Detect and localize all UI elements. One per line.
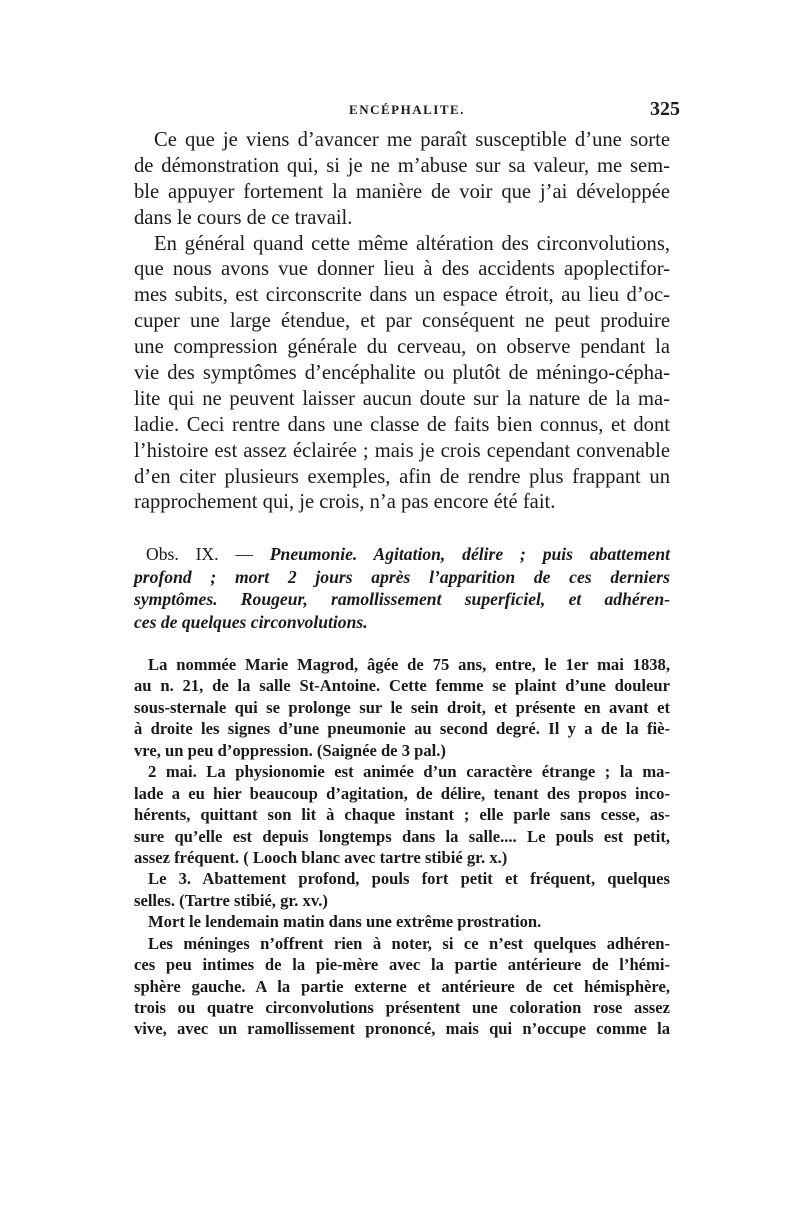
text-line: de démonstration qui, si je ne m’abuse sur sa valeur, me sem- (134, 154, 670, 177)
text-line: ladie. Ceci rentre dans une classe de faits bien connus, et dont (134, 413, 670, 436)
case-line: Les méninges n’offrent rien à noter, si ce n’est quelques adhéren- (148, 933, 670, 953)
case-line: ces peu intimes de la pie-mère avec la partie antérieure de l’hémi- (134, 955, 670, 975)
case-line: Le 3. Abattement profond, pouls fort petit et fréquent, quelques (148, 869, 670, 889)
case-line: selles. (Tartre stibié, gr. xv.) (134, 890, 328, 910)
observation-heading (134, 543, 670, 634)
text-line: rapprochement qui, je crois, n’a pas encore été fait. (134, 491, 556, 514)
text-line: d’en citer plusieurs exemples, afin de rendre plus frappant un (134, 465, 670, 488)
case-line: sous-sternale qui se prolonge sur le sein droit, et présente en avant et (134, 697, 670, 717)
text-line: mes subits, est circonscrite dans un espace étroit, au lieu d’oc- (134, 284, 670, 307)
case-line: vive, avec un ramollissement prononcé, mais qui n’occupe comme la (134, 1019, 670, 1039)
case-line: lade a eu hier beaucoup d’agitation, de délire, tenant des propos inco- (134, 783, 670, 803)
text-line: ble appuyer fortement la manière de voir que j’ai développée (134, 180, 670, 203)
case-line: hérents, quittant son lit à chaque instant ; elle parle sans cesse, as- (134, 805, 670, 825)
text-line: une compression générale du cerveau, on observe pendant la (134, 336, 670, 359)
text-line: dans le cours de ce travail. (134, 206, 353, 229)
page-header (134, 100, 680, 124)
observation-title-line: Obs. IX. — Pneumonie. Agitation, délire ; puis abattement (146, 544, 670, 564)
text-line: vie des symptômes d’encéphalite ou plutôt de méningo-cépha- (134, 362, 670, 385)
case-line: vre, un peu d’oppression. (Saignée de 3 pal.) (134, 740, 446, 760)
observation-label: Obs. IX. — (146, 544, 253, 564)
page-number: 325 (650, 98, 680, 120)
text-line: Ce que je viens d’avancer me paraît susceptible d’une sorte (154, 129, 670, 151)
text-line: cuper une large étendue, et par conséquent ne peut produire (134, 310, 670, 333)
observation-title-line: ces de quelques circonvolutions. (134, 612, 368, 633)
case-line: au n. 21, de la salle St-Antoine. Cette femme se plaint d’une douleur (134, 676, 670, 696)
text-line: En général quand cette même altération des circonvolutions, (154, 232, 670, 255)
case-report (134, 654, 670, 1040)
case-line: à droite les signes d’une pneumonie au second degré. Il y a de la fiè- (134, 719, 670, 739)
text-line: que nous avons vue donner lieu à des accidents apoplectifor- (134, 258, 670, 281)
case-line: La nommée Marie Magrod, âgée de 75 ans, entre, le 1er mai 1838, (148, 655, 670, 674)
observation-title-line: symptômes. Rougeur, ramollissement superficiel, et adhéren- (134, 589, 670, 610)
case-line: Mort le lendemain matin dans une extrême prostration. (148, 912, 542, 932)
case-line: 2 mai. La physionomie est animée d’un caractère étrange ; la ma- (148, 762, 670, 782)
observation-title-line: profond ; mort 2 jours après l’apparition de ces derniers (134, 566, 670, 587)
case-line: assez fréquent. ( Looch blanc avec tartre stibié gr. x.) (134, 847, 508, 867)
text-line: lite qui ne peuvent laisser aucun doute sur la nature de la ma- (134, 387, 670, 410)
running-title: ENCÉPHALITE. (349, 102, 465, 117)
case-line: sphère gauche. A la partie externe et antérieure de cet hémisphère, (134, 976, 670, 996)
case-line: trois ou quatre circonvolutions présentent une coloration rose assez (134, 998, 670, 1017)
intro-text (134, 128, 670, 516)
case-line: sure qu’elle est depuis longtemps dans la salle.... Le pouls est petit, (134, 826, 670, 846)
text-line: l’histoire est assez éclairée ; mais je crois cependant convenable (134, 439, 670, 462)
